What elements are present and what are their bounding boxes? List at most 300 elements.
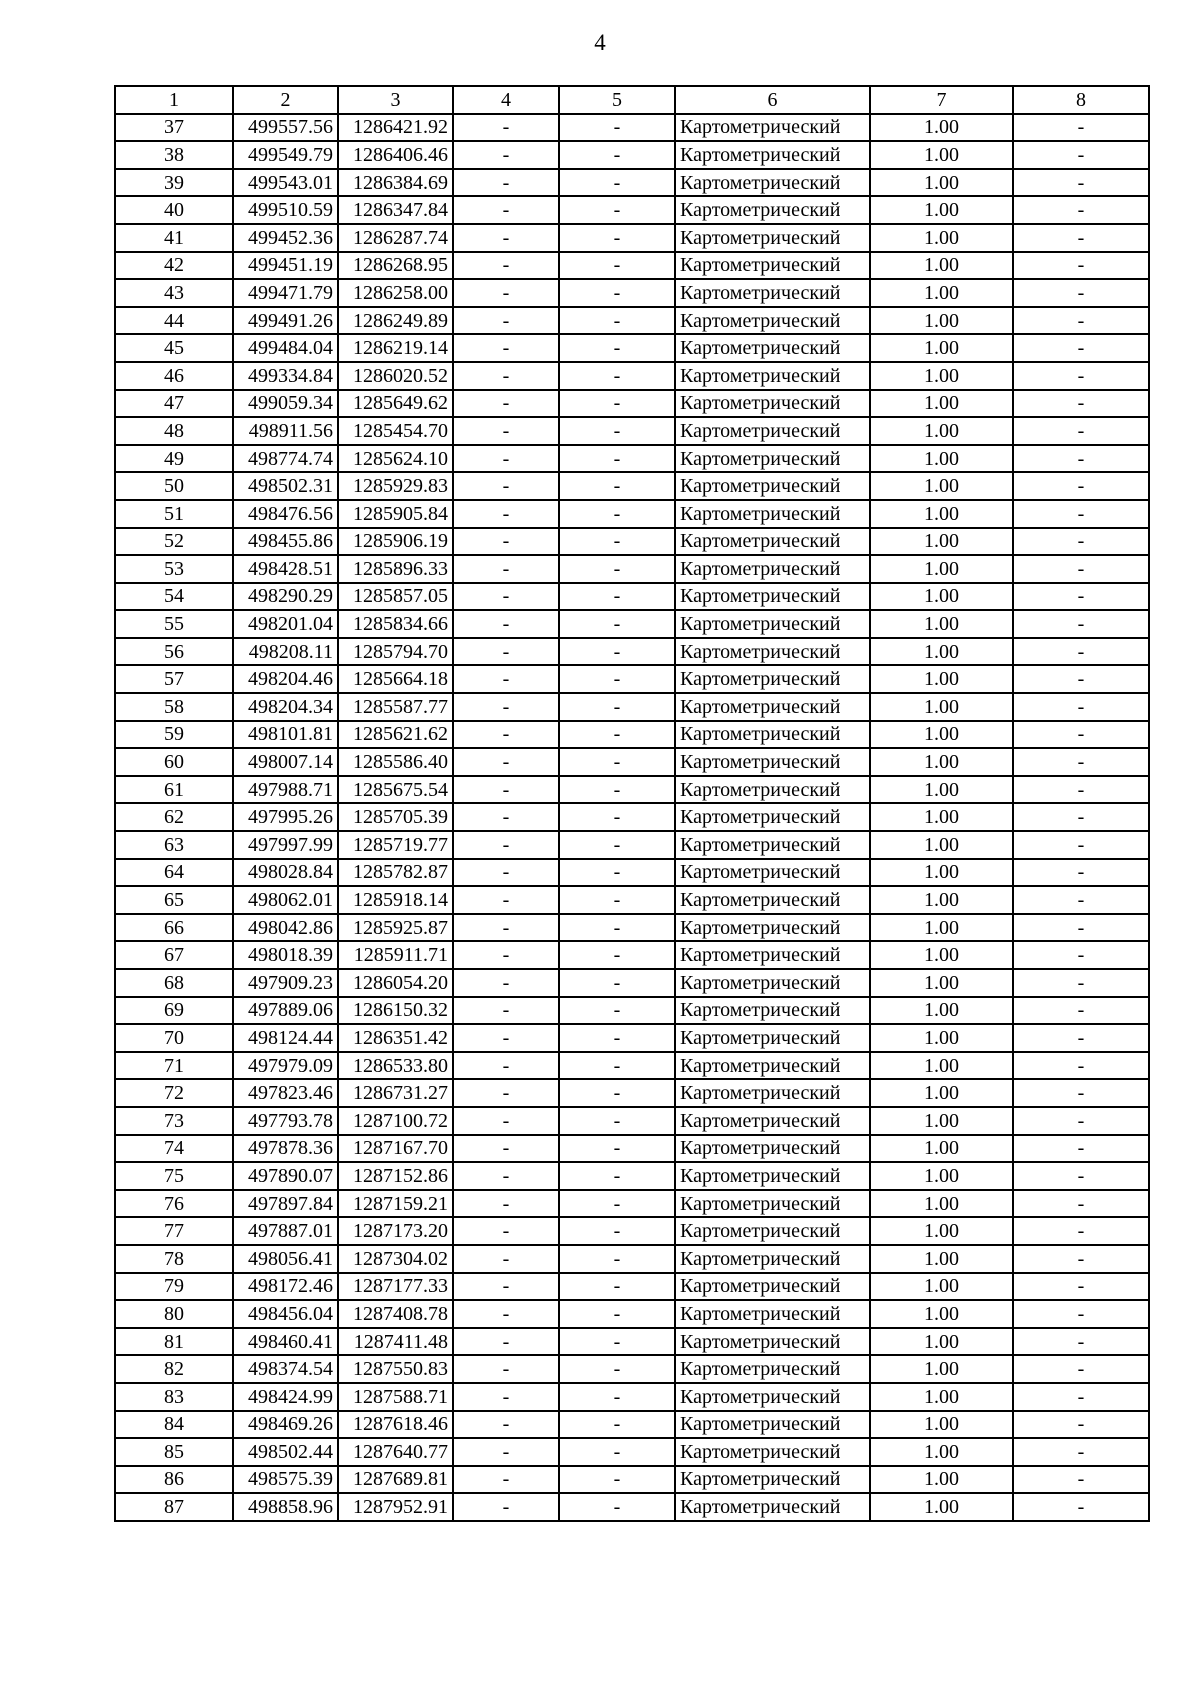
cell-col-4: - — [453, 472, 559, 500]
cell-col-8: - — [1013, 886, 1149, 914]
table-row — [115, 1190, 1149, 1218]
cell-x-coordinate: 498502.31 — [233, 472, 338, 500]
cell-col-8: - — [1013, 776, 1149, 804]
cell-col-8: - — [1013, 1438, 1149, 1466]
table-row — [115, 1328, 1149, 1356]
cell-method: Картометрический — [675, 969, 870, 997]
table-row — [115, 803, 1149, 831]
cell-x-coordinate: 498774.74 — [233, 445, 338, 473]
cell-y-coordinate: 1285454.70 — [338, 417, 453, 445]
cell-x-coordinate: 499543.01 — [233, 169, 338, 197]
table-row — [115, 445, 1149, 473]
cell-x-coordinate: 498101.81 — [233, 721, 338, 749]
cell-col-4: - — [453, 638, 559, 666]
cell-accuracy: 1.00 — [870, 1493, 1013, 1521]
cell-accuracy: 1.00 — [870, 886, 1013, 914]
cell-y-coordinate: 1285624.10 — [338, 445, 453, 473]
cell-accuracy: 1.00 — [870, 1300, 1013, 1328]
cell-point-number: 61 — [115, 776, 233, 804]
cell-col-5: - — [559, 1466, 675, 1494]
cell-method: Картометрический — [675, 859, 870, 887]
cell-col-4: - — [453, 555, 559, 583]
cell-accuracy: 1.00 — [870, 141, 1013, 169]
cell-x-coordinate: 499491.26 — [233, 307, 338, 335]
cell-y-coordinate: 1285621.62 — [338, 721, 453, 749]
cell-col-4: - — [453, 307, 559, 335]
cell-y-coordinate: 1285857.05 — [338, 583, 453, 611]
cell-accuracy: 1.00 — [870, 693, 1013, 721]
cell-point-number: 72 — [115, 1079, 233, 1107]
cell-x-coordinate: 498911.56 — [233, 417, 338, 445]
cell-col-5: - — [559, 1328, 675, 1356]
cell-y-coordinate: 1286054.20 — [338, 969, 453, 997]
table-row — [115, 610, 1149, 638]
cell-x-coordinate: 498460.41 — [233, 1328, 338, 1356]
cell-point-number: 56 — [115, 638, 233, 666]
cell-col-5: - — [559, 803, 675, 831]
cell-col-4: - — [453, 1438, 559, 1466]
cell-x-coordinate: 498502.44 — [233, 1438, 338, 1466]
cell-method: Картометрический — [675, 1079, 870, 1107]
cell-accuracy: 1.00 — [870, 803, 1013, 831]
cell-col-5: - — [559, 1300, 675, 1328]
cell-x-coordinate: 497890.07 — [233, 1162, 338, 1190]
cell-method: Картометрический — [675, 693, 870, 721]
table-row — [115, 1383, 1149, 1411]
cell-y-coordinate: 1287411.48 — [338, 1328, 453, 1356]
cell-col-4: - — [453, 721, 559, 749]
cell-point-number: 49 — [115, 445, 233, 473]
column-header-6: 6 — [675, 86, 870, 114]
cell-x-coordinate: 498469.26 — [233, 1411, 338, 1439]
cell-method: Картометрический — [675, 886, 870, 914]
table-row — [115, 1052, 1149, 1080]
cell-x-coordinate: 499059.34 — [233, 390, 338, 418]
cell-y-coordinate: 1286150.32 — [338, 997, 453, 1025]
cell-col-5: - — [559, 307, 675, 335]
cell-y-coordinate: 1286219.14 — [338, 334, 453, 362]
cell-point-number: 43 — [115, 279, 233, 307]
cell-x-coordinate: 498424.99 — [233, 1383, 338, 1411]
cell-col-4: - — [453, 334, 559, 362]
cell-col-8: - — [1013, 803, 1149, 831]
cell-accuracy: 1.00 — [870, 528, 1013, 556]
cell-col-8: - — [1013, 1273, 1149, 1301]
cell-col-5: - — [559, 1273, 675, 1301]
cell-col-5: - — [559, 721, 675, 749]
cell-y-coordinate: 1286421.92 — [338, 114, 453, 142]
cell-col-8: - — [1013, 665, 1149, 693]
cell-point-number: 87 — [115, 1493, 233, 1521]
cell-col-4: - — [453, 445, 559, 473]
cell-col-4: - — [453, 941, 559, 969]
table-row — [115, 997, 1149, 1025]
cell-point-number: 76 — [115, 1190, 233, 1218]
cell-accuracy: 1.00 — [870, 1162, 1013, 1190]
cell-accuracy: 1.00 — [870, 1217, 1013, 1245]
cell-x-coordinate: 498208.11 — [233, 638, 338, 666]
cell-col-5: - — [559, 528, 675, 556]
cell-method: Картометрический — [675, 721, 870, 749]
cell-point-number: 68 — [115, 969, 233, 997]
cell-method: Картометрический — [675, 1052, 870, 1080]
cell-col-5: - — [559, 638, 675, 666]
cell-x-coordinate: 498374.54 — [233, 1355, 338, 1383]
cell-col-8: - — [1013, 748, 1149, 776]
cell-y-coordinate: 1285911.71 — [338, 941, 453, 969]
cell-col-4: - — [453, 1383, 559, 1411]
cell-x-coordinate: 498290.29 — [233, 583, 338, 611]
cell-col-8: - — [1013, 1107, 1149, 1135]
cell-col-8: - — [1013, 831, 1149, 859]
cell-x-coordinate: 497823.46 — [233, 1079, 338, 1107]
cell-col-8: - — [1013, 859, 1149, 887]
cell-accuracy: 1.00 — [870, 1328, 1013, 1356]
cell-point-number: 41 — [115, 224, 233, 252]
cell-accuracy: 1.00 — [870, 362, 1013, 390]
cell-accuracy: 1.00 — [870, 500, 1013, 528]
cell-y-coordinate: 1286249.89 — [338, 307, 453, 335]
cell-accuracy: 1.00 — [870, 1135, 1013, 1163]
cell-method: Картометрический — [675, 1273, 870, 1301]
cell-col-8: - — [1013, 1355, 1149, 1383]
cell-accuracy: 1.00 — [870, 1355, 1013, 1383]
table-row — [115, 1245, 1149, 1273]
column-header-3: 3 — [338, 86, 453, 114]
cell-y-coordinate: 1286268.95 — [338, 252, 453, 280]
table-row — [115, 334, 1149, 362]
cell-method: Картометрический — [675, 1383, 870, 1411]
cell-method: Картометрический — [675, 390, 870, 418]
cell-point-number: 52 — [115, 528, 233, 556]
cell-col-8: - — [1013, 224, 1149, 252]
cell-method: Картометрический — [675, 1328, 870, 1356]
cell-accuracy: 1.00 — [870, 969, 1013, 997]
cell-y-coordinate: 1285782.87 — [338, 859, 453, 887]
cell-x-coordinate: 499484.04 — [233, 334, 338, 362]
cell-x-coordinate: 499557.56 — [233, 114, 338, 142]
cell-method: Картометрический — [675, 803, 870, 831]
cell-col-4: - — [453, 1300, 559, 1328]
cell-accuracy: 1.00 — [870, 638, 1013, 666]
table-row — [115, 252, 1149, 280]
cell-col-4: - — [453, 1107, 559, 1135]
table-row — [115, 1024, 1149, 1052]
cell-x-coordinate: 498056.41 — [233, 1245, 338, 1273]
cell-y-coordinate: 1286347.84 — [338, 196, 453, 224]
cell-col-4: - — [453, 196, 559, 224]
cell-col-8: - — [1013, 969, 1149, 997]
cell-x-coordinate: 499334.84 — [233, 362, 338, 390]
table-row — [115, 1466, 1149, 1494]
cell-point-number: 71 — [115, 1052, 233, 1080]
cell-x-coordinate: 498204.46 — [233, 665, 338, 693]
cell-x-coordinate: 497793.78 — [233, 1107, 338, 1135]
cell-x-coordinate: 497897.84 — [233, 1190, 338, 1218]
cell-col-8: - — [1013, 252, 1149, 280]
cell-method: Картометрический — [675, 1107, 870, 1135]
cell-accuracy: 1.00 — [870, 169, 1013, 197]
table-row — [115, 969, 1149, 997]
cell-method: Картометрический — [675, 997, 870, 1025]
cell-col-5: - — [559, 1355, 675, 1383]
cell-y-coordinate: 1287100.72 — [338, 1107, 453, 1135]
table-row — [115, 224, 1149, 252]
coordinates-table — [114, 85, 1150, 1522]
table-row — [115, 638, 1149, 666]
cell-point-number: 78 — [115, 1245, 233, 1273]
table-row — [115, 1411, 1149, 1439]
cell-method: Картометрический — [675, 445, 870, 473]
cell-col-4: - — [453, 693, 559, 721]
table-row — [115, 1438, 1149, 1466]
cell-accuracy: 1.00 — [870, 1273, 1013, 1301]
cell-col-4: - — [453, 279, 559, 307]
column-header-4: 4 — [453, 86, 559, 114]
table-row — [115, 141, 1149, 169]
cell-method: Картометрический — [675, 831, 870, 859]
cell-accuracy: 1.00 — [870, 252, 1013, 280]
cell-y-coordinate: 1285587.77 — [338, 693, 453, 721]
cell-col-5: - — [559, 445, 675, 473]
cell-col-8: - — [1013, 1466, 1149, 1494]
cell-col-8: - — [1013, 721, 1149, 749]
table-row — [115, 528, 1149, 556]
cell-y-coordinate: 1286287.74 — [338, 224, 453, 252]
cell-point-number: 77 — [115, 1217, 233, 1245]
cell-col-5: - — [559, 1079, 675, 1107]
cell-col-5: - — [559, 1135, 675, 1163]
cell-col-5: - — [559, 941, 675, 969]
cell-y-coordinate: 1287152.86 — [338, 1162, 453, 1190]
cell-accuracy: 1.00 — [870, 1466, 1013, 1494]
cell-method: Картометрический — [675, 252, 870, 280]
cell-method: Картометрический — [675, 1438, 870, 1466]
cell-point-number: 86 — [115, 1466, 233, 1494]
cell-col-5: - — [559, 1245, 675, 1273]
cell-x-coordinate: 498456.04 — [233, 1300, 338, 1328]
cell-y-coordinate: 1286384.69 — [338, 169, 453, 197]
cell-col-8: - — [1013, 1245, 1149, 1273]
cell-col-4: - — [453, 997, 559, 1025]
cell-accuracy: 1.00 — [870, 1245, 1013, 1273]
cell-point-number: 58 — [115, 693, 233, 721]
cell-col-5: - — [559, 831, 675, 859]
cell-col-5: - — [559, 997, 675, 1025]
cell-col-4: - — [453, 831, 559, 859]
cell-col-5: - — [559, 224, 675, 252]
cell-point-number: 69 — [115, 997, 233, 1025]
cell-point-number: 45 — [115, 334, 233, 362]
cell-method: Картометрический — [675, 555, 870, 583]
table-row — [115, 831, 1149, 859]
cell-col-8: - — [1013, 169, 1149, 197]
table-row — [115, 914, 1149, 942]
cell-method: Картометрический — [675, 279, 870, 307]
cell-x-coordinate: 497909.23 — [233, 969, 338, 997]
cell-accuracy: 1.00 — [870, 1411, 1013, 1439]
table-row — [115, 859, 1149, 887]
header-row — [115, 86, 1149, 114]
cell-accuracy: 1.00 — [870, 417, 1013, 445]
cell-col-5: - — [559, 390, 675, 418]
cell-col-8: - — [1013, 1190, 1149, 1218]
cell-x-coordinate: 498124.44 — [233, 1024, 338, 1052]
cell-col-8: - — [1013, 941, 1149, 969]
cell-point-number: 64 — [115, 859, 233, 887]
cell-col-5: - — [559, 555, 675, 583]
cell-col-4: - — [453, 1052, 559, 1080]
cell-method: Картометрический — [675, 472, 870, 500]
cell-method: Картометрический — [675, 224, 870, 252]
cell-accuracy: 1.00 — [870, 776, 1013, 804]
cell-accuracy: 1.00 — [870, 334, 1013, 362]
cell-x-coordinate: 498201.04 — [233, 610, 338, 638]
cell-x-coordinate: 497887.01 — [233, 1217, 338, 1245]
cell-col-4: - — [453, 1079, 559, 1107]
cell-col-8: - — [1013, 1493, 1149, 1521]
cell-point-number: 79 — [115, 1273, 233, 1301]
table-row — [115, 721, 1149, 749]
cell-point-number: 39 — [115, 169, 233, 197]
cell-point-number: 82 — [115, 1355, 233, 1383]
cell-col-8: - — [1013, 334, 1149, 362]
cell-accuracy: 1.00 — [870, 1024, 1013, 1052]
cell-point-number: 66 — [115, 914, 233, 942]
cell-col-4: - — [453, 859, 559, 887]
cell-x-coordinate: 498428.51 — [233, 555, 338, 583]
cell-point-number: 80 — [115, 1300, 233, 1328]
cell-col-8: - — [1013, 307, 1149, 335]
cell-col-5: - — [559, 914, 675, 942]
cell-col-5: - — [559, 583, 675, 611]
cell-x-coordinate: 499549.79 — [233, 141, 338, 169]
table-row — [115, 665, 1149, 693]
cell-x-coordinate: 498028.84 — [233, 859, 338, 887]
cell-col-4: - — [453, 969, 559, 997]
cell-col-8: - — [1013, 1328, 1149, 1356]
cell-col-5: - — [559, 196, 675, 224]
table-row — [115, 776, 1149, 804]
cell-y-coordinate: 1285905.84 — [338, 500, 453, 528]
table-row — [115, 1079, 1149, 1107]
cell-col-4: - — [453, 390, 559, 418]
table-row — [115, 307, 1149, 335]
cell-col-8: - — [1013, 114, 1149, 142]
cell-x-coordinate: 497878.36 — [233, 1135, 338, 1163]
cell-col-4: - — [453, 748, 559, 776]
cell-col-5: - — [559, 114, 675, 142]
cell-col-4: - — [453, 886, 559, 914]
cell-x-coordinate: 499471.79 — [233, 279, 338, 307]
cell-method: Картометрический — [675, 776, 870, 804]
cell-point-number: 48 — [115, 417, 233, 445]
cell-col-5: - — [559, 776, 675, 804]
cell-x-coordinate: 498007.14 — [233, 748, 338, 776]
cell-accuracy: 1.00 — [870, 472, 1013, 500]
table-row — [115, 114, 1149, 142]
cell-point-number: 75 — [115, 1162, 233, 1190]
cell-accuracy: 1.00 — [870, 390, 1013, 418]
cell-y-coordinate: 1286533.80 — [338, 1052, 453, 1080]
cell-x-coordinate: 498476.56 — [233, 500, 338, 528]
cell-accuracy: 1.00 — [870, 831, 1013, 859]
cell-col-8: - — [1013, 196, 1149, 224]
cell-col-5: - — [559, 1217, 675, 1245]
cell-point-number: 51 — [115, 500, 233, 528]
cell-col-4: - — [453, 914, 559, 942]
cell-y-coordinate: 1285705.39 — [338, 803, 453, 831]
cell-accuracy: 1.00 — [870, 1438, 1013, 1466]
cell-y-coordinate: 1287618.46 — [338, 1411, 453, 1439]
cell-col-4: - — [453, 528, 559, 556]
cell-y-coordinate: 1285649.62 — [338, 390, 453, 418]
column-header-8: 8 — [1013, 86, 1149, 114]
cell-point-number: 46 — [115, 362, 233, 390]
cell-col-5: - — [559, 362, 675, 390]
cell-y-coordinate: 1286731.27 — [338, 1079, 453, 1107]
cell-accuracy: 1.00 — [870, 610, 1013, 638]
cell-accuracy: 1.00 — [870, 1052, 1013, 1080]
cell-method: Картометрический — [675, 362, 870, 390]
cell-col-5: - — [559, 334, 675, 362]
cell-y-coordinate: 1287167.70 — [338, 1135, 453, 1163]
cell-col-4: - — [453, 1355, 559, 1383]
cell-col-8: - — [1013, 1135, 1149, 1163]
cell-y-coordinate: 1287177.33 — [338, 1273, 453, 1301]
cell-col-8: - — [1013, 1300, 1149, 1328]
cell-x-coordinate: 498018.39 — [233, 941, 338, 969]
cell-point-number: 63 — [115, 831, 233, 859]
cell-y-coordinate: 1287640.77 — [338, 1438, 453, 1466]
cell-accuracy: 1.00 — [870, 279, 1013, 307]
cell-col-8: - — [1013, 555, 1149, 583]
cell-col-8: - — [1013, 141, 1149, 169]
cell-method: Картометрический — [675, 1135, 870, 1163]
cell-col-4: - — [453, 114, 559, 142]
cell-accuracy: 1.00 — [870, 307, 1013, 335]
column-header-5: 5 — [559, 86, 675, 114]
cell-y-coordinate: 1287173.20 — [338, 1217, 453, 1245]
cell-col-8: - — [1013, 914, 1149, 942]
cell-point-number: 59 — [115, 721, 233, 749]
cell-method: Картометрический — [675, 1355, 870, 1383]
cell-x-coordinate: 498062.01 — [233, 886, 338, 914]
cell-accuracy: 1.00 — [870, 583, 1013, 611]
cell-x-coordinate: 497995.26 — [233, 803, 338, 831]
cell-point-number: 73 — [115, 1107, 233, 1135]
cell-col-5: - — [559, 1438, 675, 1466]
cell-y-coordinate: 1285586.40 — [338, 748, 453, 776]
cell-col-8: - — [1013, 472, 1149, 500]
cell-y-coordinate: 1285925.87 — [338, 914, 453, 942]
table-header — [115, 86, 1149, 114]
cell-col-8: - — [1013, 362, 1149, 390]
cell-y-coordinate: 1286020.52 — [338, 362, 453, 390]
cell-col-8: - — [1013, 693, 1149, 721]
table-row — [115, 1355, 1149, 1383]
cell-point-number: 42 — [115, 252, 233, 280]
column-header-7: 7 — [870, 86, 1013, 114]
cell-col-5: - — [559, 1383, 675, 1411]
cell-method: Картометрический — [675, 528, 870, 556]
cell-y-coordinate: 1287304.02 — [338, 1245, 453, 1273]
cell-method: Картометрический — [675, 114, 870, 142]
cell-col-8: - — [1013, 583, 1149, 611]
cell-accuracy: 1.00 — [870, 224, 1013, 252]
cell-col-4: - — [453, 1162, 559, 1190]
cell-col-5: - — [559, 141, 675, 169]
